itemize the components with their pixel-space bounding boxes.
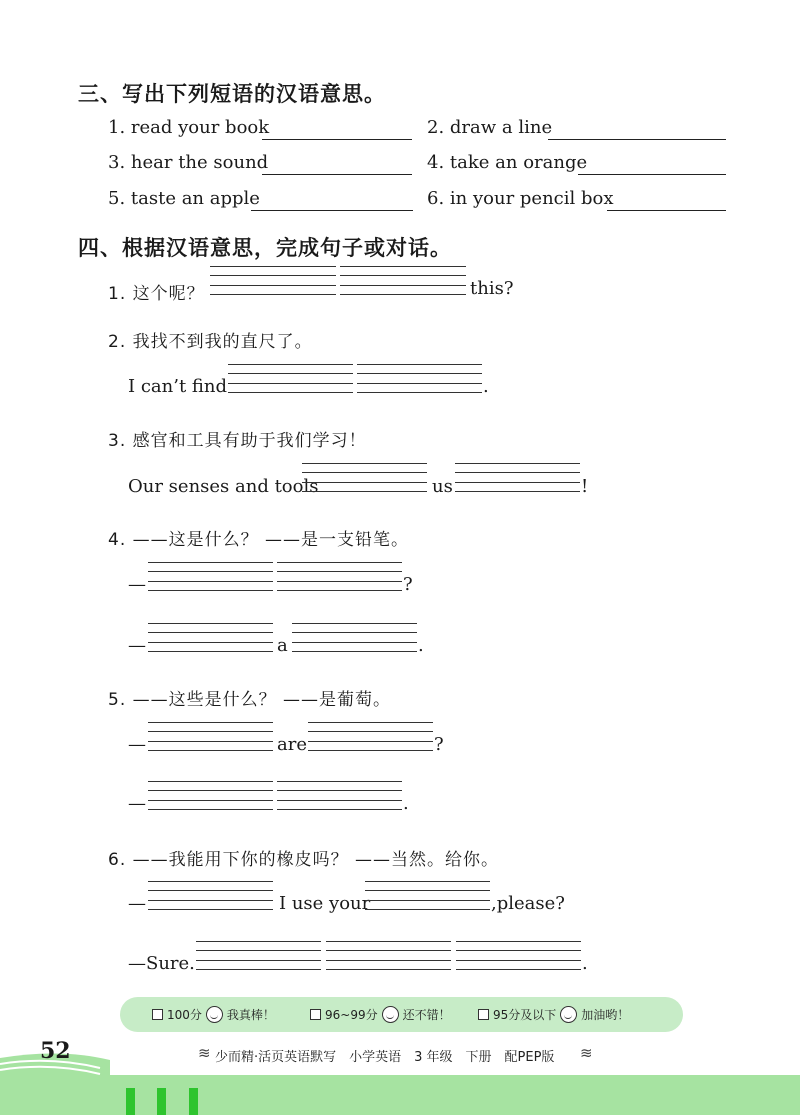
s3-item-4: 4. take an orange: [427, 152, 588, 173]
q5-prompt: 5. ——这些是什么？ ——是葡萄。: [108, 690, 392, 710]
checkbox-95[interactable]: [478, 1009, 489, 1020]
q4-prompt: 4. ——这是什么？ ——是一支铅笔。: [108, 530, 410, 550]
bar-2: [157, 1088, 166, 1115]
score-100-text: 我真棒！: [226, 1008, 275, 1022]
wave-left-icon: ≋: [198, 1044, 211, 1062]
q2-prompt: 2. 我找不到我的直尺了。: [108, 332, 313, 352]
bar-1: [126, 1088, 135, 1115]
q3-blank-2[interactable]: [455, 463, 580, 481]
s3-item-2: 2. draw a line: [427, 117, 553, 138]
q2-blank-1[interactable]: [228, 364, 353, 382]
s3-blank-5[interactable]: [251, 210, 413, 211]
q4-l1-blank-2[interactable]: [277, 562, 402, 580]
q4-l2-blank-1[interactable]: [148, 623, 273, 641]
bar-3: [189, 1088, 198, 1115]
q5-l2-blank-2[interactable]: [277, 781, 402, 799]
q3-prompt: 3. 感官和工具有助于我们学习！: [108, 431, 367, 451]
q6-l2-start: —Sure.: [128, 953, 195, 974]
q2-blank-2[interactable]: [357, 364, 482, 382]
laughing-face-icon: [206, 1006, 223, 1023]
s3-blank-3[interactable]: [262, 174, 412, 175]
q4-l2-end: .: [418, 635, 424, 656]
q4-l1-start: —: [128, 574, 146, 595]
s3-item-5: 5. taste an apple: [108, 188, 260, 209]
s3-blank-2[interactable]: [548, 139, 726, 140]
wave-right-icon: ≋: [580, 1044, 593, 1062]
bottom-decoration: [0, 1030, 800, 1115]
score-95-text: 加油哟！: [581, 1008, 630, 1022]
q1-blank-2[interactable]: [340, 266, 466, 284]
section3-title: 三、写出下列短语的汉语意思。: [78, 82, 386, 106]
score-96-label: 96~99分: [325, 1008, 378, 1022]
checkbox-96-99[interactable]: [310, 1009, 321, 1020]
s3-item-1: 1. read your book: [108, 117, 270, 138]
score-level-mid: [310, 1006, 451, 1023]
q5-l2-blank-1[interactable]: [148, 781, 273, 799]
q4-l1-blank-1[interactable]: [148, 562, 273, 580]
q6-l1-blank-2[interactable]: [365, 881, 490, 899]
q2-start: I can’t find: [128, 376, 228, 397]
q4-l2-start: —: [128, 635, 146, 656]
checkbox-100[interactable]: [152, 1009, 163, 1020]
q5-l1-start: —: [128, 734, 146, 755]
q5-l1-end: ?: [434, 734, 444, 755]
page-number: 52: [40, 1038, 71, 1064]
q3-mid: us: [432, 476, 453, 497]
q6-l2-blank-3[interactable]: [456, 941, 581, 959]
q5-l1-blank-1[interactable]: [148, 722, 273, 740]
q6-l2-end: .: [582, 953, 588, 974]
score-level-top: [152, 1006, 275, 1023]
q5-l2-start: —: [128, 793, 146, 814]
section4-title: 四、根据汉语意思，完成句子或对话。: [78, 236, 452, 260]
score-100-label: 100分: [167, 1008, 202, 1022]
q2-end: .: [483, 376, 489, 397]
score-96-text: 还不错！: [402, 1008, 451, 1022]
s3-item-6: 6. in your pencil box: [427, 188, 614, 209]
q1-blank-1[interactable]: [210, 266, 336, 284]
score-95-label: 95分及以下: [493, 1008, 557, 1022]
q4-l2-blank-2[interactable]: [292, 623, 417, 641]
q4-l2-mid: a: [277, 635, 288, 656]
q6-l1-end: ,please?: [491, 893, 565, 914]
q6-l1-blank-1[interactable]: [148, 881, 273, 899]
q4-l1-end: ?: [403, 574, 413, 595]
q6-prompt: 6. ——我能用下你的橡皮吗？ ——当然。给你。: [108, 850, 500, 870]
q5-l1-blank-2[interactable]: [308, 722, 433, 740]
smile-face-icon: [382, 1006, 399, 1023]
q6-l2-blank-2[interactable]: [326, 941, 451, 959]
q1-end: this?: [470, 278, 514, 299]
q3-start: Our senses and tools: [128, 476, 319, 497]
score-banner: [120, 997, 683, 1032]
q1-prompt: 1. 这个呢？: [108, 284, 205, 304]
cheer-face-icon: [560, 1006, 577, 1023]
s3-blank-4[interactable]: [578, 174, 726, 175]
q6-l1-start: —: [128, 893, 146, 914]
score-level-low: [478, 1006, 629, 1023]
q3-end: !: [581, 476, 589, 497]
q5-l2-end: .: [403, 793, 409, 814]
footer-text: 少而精·活页英语默写 小学英语 3 年级 下册 配PEP版: [215, 1050, 555, 1065]
s3-blank-6[interactable]: [607, 210, 726, 211]
s3-blank-1[interactable]: [262, 139, 412, 140]
q6-l1-mid: I use your: [279, 893, 371, 914]
green-strip: [0, 1075, 800, 1115]
q5-l1-mid: are: [277, 734, 307, 755]
q3-blank-1[interactable]: [302, 463, 427, 481]
s3-item-3: 3. hear the sound: [108, 152, 269, 173]
q6-l2-blank-1[interactable]: [196, 941, 321, 959]
